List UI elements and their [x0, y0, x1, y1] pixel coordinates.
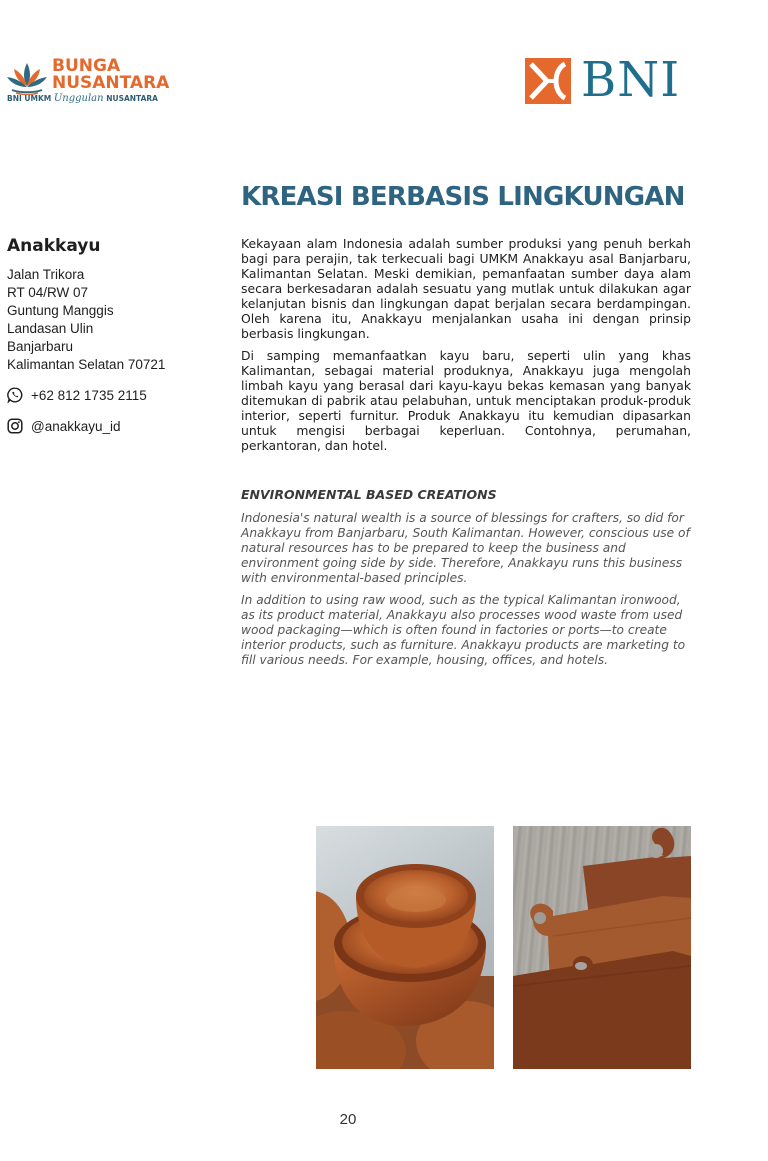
- photo-cutting-boards: [513, 826, 691, 1069]
- article-body-english: [241, 511, 693, 675]
- logo-tagline-script: Unggulan: [53, 93, 104, 104]
- address-line: Banjarbaru: [7, 339, 74, 354]
- logo-text-bunga: BUNGA: [52, 56, 121, 76]
- page-number: 20: [339, 1111, 357, 1128]
- bunga-nusantara-logo: [6, 56, 170, 109]
- business-name: Anakkayu: [7, 236, 101, 256]
- article-title: KREASI BERBASIS LINGKUNGAN: [241, 182, 685, 212]
- logo-tagline-left: BNI UMKM: [7, 94, 52, 103]
- address-line: Kalimantan Selatan 70721: [7, 357, 166, 372]
- article-body-indonesian: [241, 236, 691, 460]
- address-line: Guntung Manggis: [7, 303, 114, 318]
- paragraph: In addition to using raw wood, such as the typical Kalimantan ironwood, as its product material, Anakkayu also processes wood waste from used wood packaging—which is often found in factories or ports—to create interior products, such as furniture. Anakkayu products are marketing to fill various needs. For example, housing, offices, and hotels.: [241, 593, 686, 667]
- logo-tagline: [7, 94, 158, 104]
- address-block: [7, 266, 165, 374]
- address-line: RT 04/RW 07: [7, 285, 89, 300]
- bni-wordmark: BNI: [581, 52, 681, 108]
- cutting-boards-image: [513, 826, 691, 1069]
- instagram-handle: @anakkayu_id: [31, 418, 121, 434]
- whatsapp-icon: [7, 387, 23, 403]
- paragraph: Kekayaan alam Indonesia adalah sumber produksi yang penuh berkah bagi para perajin, tak terkecuali bagi UMKM Anakkayu asal Banjarbaru, Kalimantan Selatan. Meski demikian, pemanfaatan sumber daya alam secara berkesadaran adalah sesuatu yang mutlak untuk dilakukan agar kelanjutan bisnis dan lingkungan dapat berjalan secara berdampingan. Oleh karena itu, Anakkayu menjalankan usaha ini dengan prinsip berbasis lingkungan.: [241, 236, 691, 341]
- english-subtitle: ENVIRONMENTAL BASED CREATIONS: [241, 487, 497, 502]
- photo-wooden-bowls: [316, 826, 494, 1069]
- paragraph: Di samping memanfaatkan kayu baru, seperti ulin yang khas Kalimantan, sebagai material produknya, Anakkayu juga mengolah limbah kayu yang berasal dari kayu-kayu bekas kemasan yang banyak ditemukan di pabrik atau pelabuhan, untuk menciptakan produk-produk interior, seperti furnitur. Produk Anakkayu itu kemudian dipasarkan untuk mengisi berbagai keperluan. Contohnya, perumahan, perkantoran, dan hotel.: [241, 348, 691, 453]
- paragraph: Indonesia's natural wealth is a source of blessings for crafters, so did for Anakkayu from Banjarbaru, South Kalimantan. However, conscious use of natural resources has to be prepared to keep the business and environment going side by side. Therefore, Anakkayu runs this business with environmental-based principles.: [241, 511, 690, 585]
- instagram-contact: [7, 418, 121, 434]
- bni-logo: [525, 52, 695, 108]
- instagram-icon: [7, 418, 23, 434]
- wooden-bowls-image: [316, 826, 494, 1069]
- address-line: Landasan Ulin: [7, 321, 94, 336]
- logo-tagline-right: NUSANTARA: [106, 94, 158, 103]
- phone-contact: [7, 387, 147, 403]
- phone-number: +62 812 1735 2115: [31, 387, 147, 403]
- address-line: Jalan Trikora: [7, 267, 85, 282]
- lotus-icon: [6, 59, 48, 95]
- bni-mark-icon: [525, 58, 571, 104]
- logo-text-nusantara: NUSANTARA: [52, 73, 170, 93]
